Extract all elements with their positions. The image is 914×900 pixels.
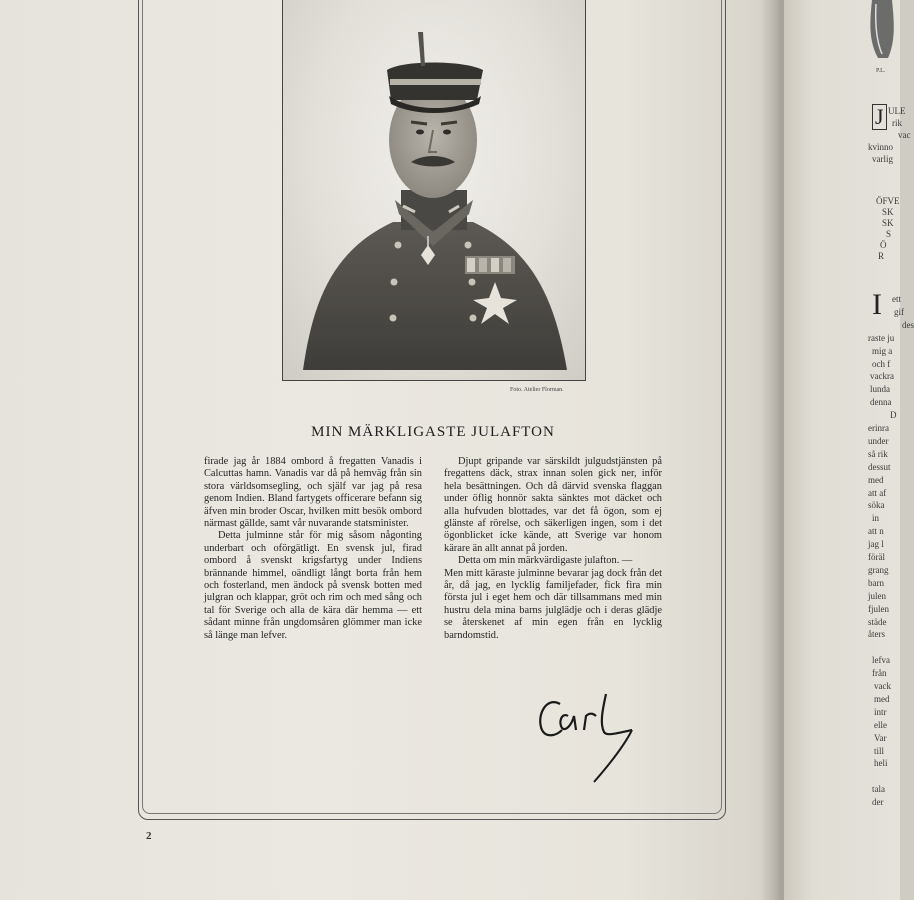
ornament-vase-icon (864, 0, 900, 70)
right-page-text-line: raste ju (868, 332, 895, 343)
paragraph: Detta julminne står för mig såsom någonting underbart och oförgätligt. En svensk jul, firad ombord å svenskt krigsfartyg under Indiens brännande himmel, oändligt långt borta från hem och fosterland, men ändock på svensk botten med julgran och klappar, gröt och rim och med sång och tal för Sverige och alla de kära där hemma — ett sådant minne från ungdomsåren glömmer man icke så länge man lefver. (204, 530, 422, 641)
drop-initial: J (872, 104, 887, 130)
right-page-text-line: vackra (870, 371, 894, 382)
right-page-text-line: in (872, 513, 880, 524)
right-page-text-line: barn (868, 577, 884, 588)
right-page-text-line: söka (868, 500, 885, 511)
right-page-text-line: des (902, 319, 914, 330)
article-column-right (444, 456, 662, 642)
right-page-text-line: SK (882, 218, 894, 228)
right-page-text-line: kvinno (868, 142, 894, 152)
right-page-text-line: denna (870, 397, 892, 408)
right-page-text-line: elle (874, 719, 887, 730)
right-page-text-line: med (868, 474, 884, 485)
right-page-text-line: Var (874, 732, 887, 743)
article-title: MIN MÄRKLIGASTE JULAFTON (311, 424, 555, 440)
right-page-text-line: intr (874, 706, 887, 717)
portrait-photo (282, 0, 586, 381)
signature-carl (532, 686, 644, 786)
photo-credit: Foto. Atelier Florman. (510, 387, 564, 393)
right-page-text-line: heli (874, 758, 888, 769)
right-page-text-line: D (890, 410, 897, 421)
right-page-text-line: till (874, 745, 885, 756)
right-page-text-line: att n (868, 526, 884, 537)
right-page-text-line: Ö (880, 240, 887, 250)
right-page-text-line: fjulen (868, 603, 889, 614)
right-page-text-line: lunda (870, 384, 890, 395)
right-page-text-line: så rik (868, 448, 888, 459)
right-page-text-line: gif (894, 306, 904, 317)
right-page-text-line: SK (882, 207, 894, 217)
right-page-text-line: dessut (868, 461, 891, 472)
right-page-text-line: med (874, 693, 890, 704)
right-page-text-line: varlig (872, 154, 893, 164)
right-page-text-line: ÖFVE (876, 196, 900, 206)
right-page-text-line: grang (868, 564, 889, 575)
right-page-text-line: ULE (888, 106, 906, 116)
right-page-text-line: S (886, 229, 892, 239)
right-page-text-line: R (878, 251, 885, 261)
right-page (784, 0, 914, 900)
right-page-text-line: från (872, 668, 887, 679)
drop-initial: I (872, 288, 882, 321)
right-page-text-line: vack (874, 681, 891, 691)
right-page-text-line: jag l (868, 539, 884, 550)
right-page-text-line: julen (868, 590, 886, 601)
right-page-text-line: mig a (872, 345, 893, 356)
paragraph: Djupt gripande var särskildt julgudstjänsten på fregattens däck, strax innan solen gick ner, inför hela besättningen. Och då därvid svenska flaggan under öflig honnör sakta sänktes mot däcket och alla hufvuden blottades, var det få ögon, som ej glänste af rörelse, och säkerligen ingen, som i det ögonblicket icke kände, att Sverige var honom kärare än allt annat på jorden. (444, 456, 662, 554)
ornament-caption: P.L. (876, 68, 886, 74)
article-column-left (204, 456, 422, 642)
paragraph: Detta om min märkvärdigaste julafton. — (458, 555, 633, 567)
right-page-text-line: lefva (872, 655, 890, 666)
right-page-text-line: erinra (868, 423, 889, 433)
right-page-text-line: åters (868, 629, 885, 640)
paragraph: Men mitt käraste julminne bevarar jag dock från det år, då jag, en lycklig familjefader, fick fira min första jul i eget hem och där tillsammans med min hustru dela mina barns julglädje och i deras glädje se återskenet af min egen från en lycklig barndomstid. (444, 567, 662, 641)
right-page-text-line: städe (868, 616, 887, 627)
right-page-text-line: under (868, 435, 889, 446)
right-page-text-line: och f (872, 358, 891, 369)
right-page-text-line: att af (868, 487, 887, 498)
paragraph: firade jag år 1884 ombord å fregatten Vanadis i Calcuttas hamn. Vanadis var då på hemväg från sin stora världsomsegling, och själf var jag på resa genom Indien. Bland fartygets officerare befann sig äfven min broder Oscar, hvilken mitt besök ombord närmast gällde, samt vår nuvarande statsminister. (204, 456, 422, 530)
right-page-text-line: tala (872, 784, 885, 795)
right-page-text-line: rik (892, 118, 902, 128)
right-page-text-line: der (872, 797, 884, 808)
right-page-text-line: vac (898, 130, 911, 140)
right-page-text-line: ett (892, 294, 901, 304)
page-number: 2 (146, 830, 152, 842)
right-page-text-line: föräl (868, 552, 885, 562)
